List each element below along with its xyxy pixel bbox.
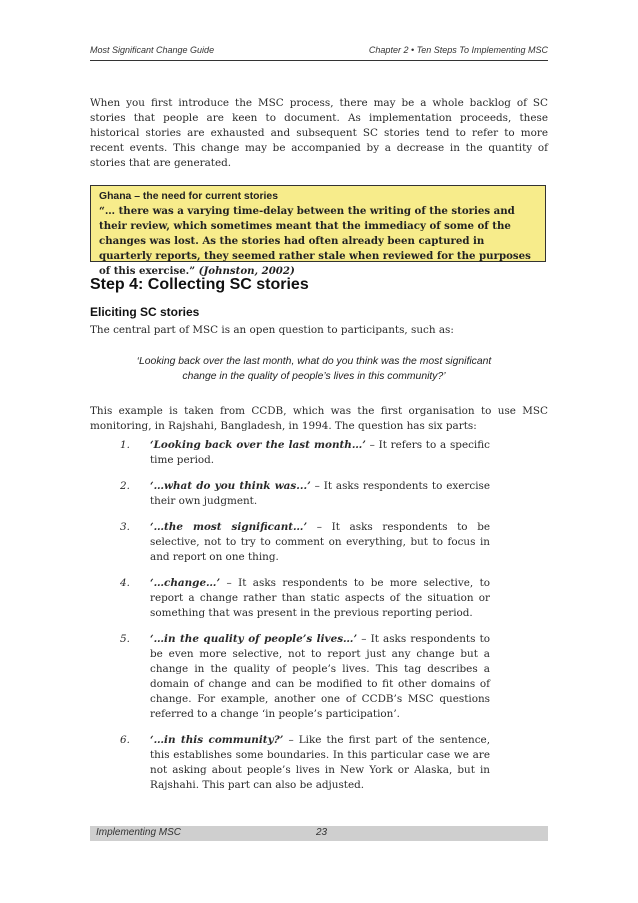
- list-item-key: ‘…in this community?’: [150, 734, 284, 746]
- list-item-key: ‘…in the quality of people’s lives…’: [150, 633, 358, 645]
- list-item-text: – It asks respondents to be selective, not to try to comment on everything, but to focus in and report on one thing.: [150, 521, 490, 563]
- example-question: ‘Looking back over the last month, what do you think was the most significant change in the quality of people’s lives in this community?’: [136, 356, 492, 382]
- list-item-key: ‘…the most significant…’: [150, 521, 308, 533]
- footer-section-title: Implementing MSC: [96, 827, 182, 838]
- list-item-text: – It asks respondents to be more selective, to report a change rather than static aspects of the situation or something that was present in the previous reporting period.: [150, 577, 490, 619]
- list-item-number: 3.: [120, 521, 130, 533]
- intro-paragraph: When you first introduce the MSC process, there may be a whole backlog of SC stories that people are keen to document. As implementation proceeds, these historical stories are exhausted and subsequent SC stories tend to refer to more recent events. This change may be accompanied by a decrease in the quantity of stories that are generated.: [90, 97, 548, 169]
- list-item: [120, 479, 490, 509]
- step-heading: Step 4: Collecting SC stories: [90, 276, 309, 293]
- ccdb-example-paragraph: This example is taken from CCDB, which was the first organisation to use MSC monitoring, in Rajshahi, Bangladesh, in 1994. The question has six parts:: [90, 405, 548, 432]
- question-parts-list: [120, 438, 490, 804]
- list-item-key: ‘…what do you think was...’: [150, 480, 311, 492]
- ghana-callout-box: [90, 185, 546, 277]
- list-item-text: – It asks respondents to exercise their own judgment.: [150, 480, 490, 507]
- callout-quote-text: “… there was a varying time-delay between the writing of the stories and their review, which sometimes meant that the immediacy of some of the changes was lost. As the stories had often already been captured in quarterly reports, they seemed rather stale when reviewed for the purposes of this exercise.”: [99, 205, 531, 277]
- subsection-heading: Eliciting SC stories: [90, 305, 200, 319]
- page-number: 23: [316, 827, 328, 838]
- list-item-text: – It refers to a specific time period.: [150, 439, 490, 466]
- list-item-key: ‘…change…’: [150, 577, 221, 589]
- list-item-text: – It asks respondents to be even more selective, not to report just any change but a change in the quality of people’s lives. This tag describes a domain of change and can be modified to fit other domains of change. For example, another one of CCDB’s MSC questions referred to a change ‘in people’s participation’.: [150, 633, 490, 720]
- list-item-number: 1.: [120, 439, 130, 451]
- header-chapter-title: Chapter 2 • Ten Steps To Implementing MSC: [368, 45, 548, 55]
- list-item: [120, 576, 490, 621]
- list-item: [120, 438, 490, 468]
- list-item-text: – Like the first part of the sentence, this establishes some boundaries. In this particular case we are not asking about people’s lives in New York or Alaska, but in Rajshahi. This part can also be adjusted.: [150, 734, 490, 791]
- page-footer: [90, 826, 548, 841]
- list-item-key: ‘Looking back over the last month…’: [150, 439, 366, 451]
- header-guide-title: Most Significant Change Guide: [90, 45, 215, 55]
- callout-title: Ghana – the need for current stories: [99, 191, 278, 202]
- list-item-number: 6.: [120, 734, 130, 746]
- list-item-number: 5.: [120, 633, 130, 645]
- list-item-number: 2.: [120, 480, 130, 492]
- list-item: [120, 733, 490, 793]
- list-item: [120, 520, 490, 565]
- list-item: [120, 632, 490, 722]
- page-header: [90, 44, 548, 61]
- list-item-number: 4.: [120, 577, 130, 589]
- callout-quote: [99, 204, 537, 279]
- central-question-paragraph: The central part of MSC is an open question to participants, such as:: [90, 324, 454, 336]
- callout-citation: (Johnston, 2002): [198, 265, 295, 277]
